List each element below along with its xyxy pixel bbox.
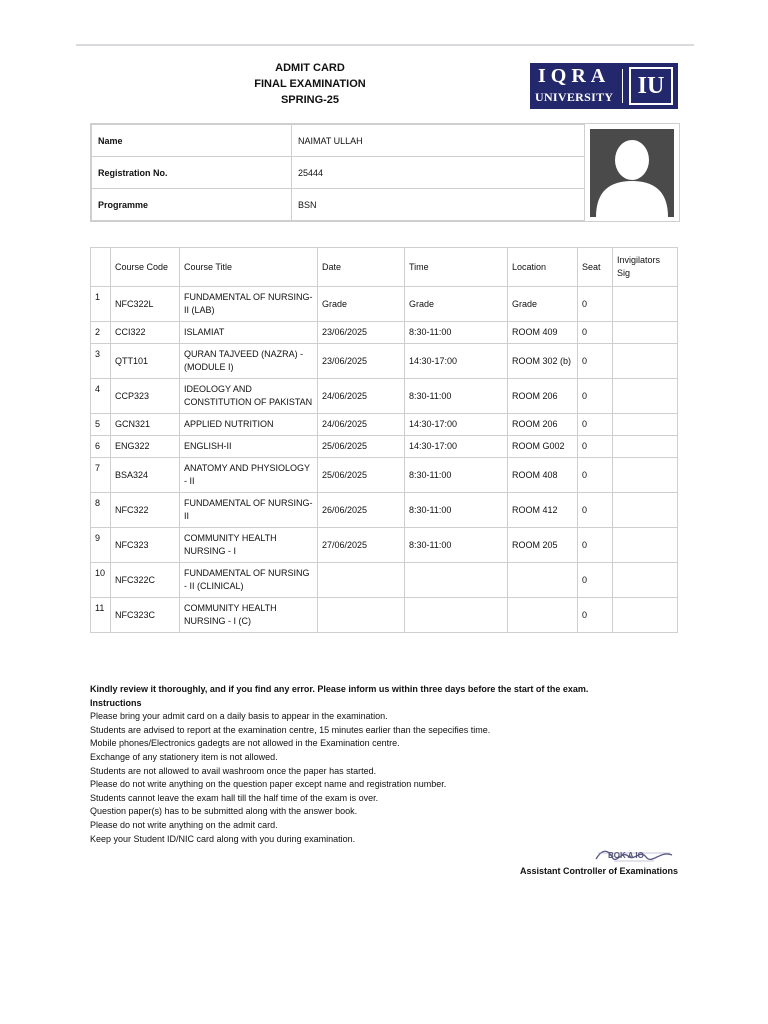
student-info-table — [91, 124, 585, 221]
col-course-code: Course Code — [111, 248, 180, 287]
course-title: FUNDAMENTAL OF NURSING-II (LAB) — [180, 287, 318, 322]
course-serial: 2 — [91, 322, 111, 344]
logo-mark: IU — [629, 67, 673, 105]
course-date: 23/06/2025 — [318, 344, 405, 379]
instruction-item: Keep your Student ID/NIC card along with you during examination. — [90, 833, 356, 844]
course-date: 25/06/2025 — [318, 436, 405, 458]
course-row — [91, 436, 678, 458]
instruction-item: Please bring your admit card on a daily basis to appear in the examination. — [90, 711, 388, 722]
course-invigilator-sig — [613, 414, 678, 436]
col-course-title: Course Title — [180, 248, 318, 287]
admit-card-header — [90, 60, 678, 112]
course-date: 27/06/2025 — [318, 528, 405, 563]
course-date — [318, 563, 405, 598]
course-title: ISLAMIAT — [180, 322, 318, 344]
course-row — [91, 287, 678, 322]
course-seat: 0 — [578, 287, 613, 322]
course-date: 23/06/2025 — [318, 322, 405, 344]
course-code: NFC323C — [111, 598, 180, 633]
instruction-item: Mobile phones/Electronics gadegts are not allowed in the Examination centre. — [90, 738, 400, 749]
course-serial: 4 — [91, 379, 111, 414]
course-location: ROOM 408 — [508, 458, 578, 493]
logo-divider — [622, 69, 623, 103]
course-row — [91, 379, 678, 414]
course-serial: 9 — [91, 528, 111, 563]
course-location: ROOM 412 — [508, 493, 578, 528]
col-serial — [91, 248, 111, 287]
controller-signature-stamp — [594, 847, 674, 863]
course-invigilator-sig — [613, 563, 678, 598]
header-titles — [210, 60, 410, 108]
course-location: ROOM 206 — [508, 414, 578, 436]
instruction-item: Exchange of any stationery item is not allowed. — [90, 751, 278, 762]
course-code: NFC323 — [111, 528, 180, 563]
programme-label: Programme — [92, 189, 292, 221]
course-serial: 7 — [91, 458, 111, 493]
course-code: CCP323 — [111, 379, 180, 414]
course-time: 8:30-11:00 — [405, 322, 508, 344]
course-code: NFC322L — [111, 287, 180, 322]
course-seat: 0 — [578, 493, 613, 528]
course-location: Grade — [508, 287, 578, 322]
course-code: ENG322 — [111, 436, 180, 458]
course-time: 14:30-17:00 — [405, 344, 508, 379]
col-date: Date — [318, 248, 405, 287]
course-title: FUNDAMENTAL OF NURSING - II (CLINICAL) — [180, 563, 318, 598]
course-invigilator-sig — [613, 379, 678, 414]
course-seat: 0 — [578, 344, 613, 379]
course-time: 14:30-17:00 — [405, 436, 508, 458]
course-seat: 0 — [578, 414, 613, 436]
course-row — [91, 458, 678, 493]
col-time: Time — [405, 248, 508, 287]
info-row-registration — [92, 157, 585, 189]
signature-stamp-text: BOK A IO — [608, 851, 644, 860]
course-invigilator-sig — [613, 528, 678, 563]
course-title: ENGLISH-II — [180, 436, 318, 458]
course-seat: 0 — [578, 528, 613, 563]
instructions-heading: Instructions — [90, 697, 142, 708]
course-time — [405, 563, 508, 598]
instruction-item: Students are advised to report at the examination centre, 15 minutes earlier than the sepecifies time. — [90, 724, 491, 735]
instruction-item: Students cannot leave the exam hall till the half time of the exam is over. — [90, 792, 379, 803]
session-title: SPRING-25 — [280, 94, 340, 106]
student-photo — [590, 129, 674, 217]
top-divider — [76, 44, 694, 46]
course-date: Grade — [318, 287, 405, 322]
instruction-item: Please do not write anything on the admit card. — [90, 819, 278, 830]
registration-value: 25444 — [292, 157, 585, 189]
course-row — [91, 598, 678, 633]
course-time: Grade — [405, 287, 508, 322]
course-row — [91, 528, 678, 563]
instruction-item: Please do not write anything on the question paper except name and registration number. — [90, 779, 447, 790]
course-row — [91, 322, 678, 344]
logo-line1: IQRA — [538, 65, 611, 87]
instruction-item: Students are not allowed to avail washroom once the paper has started. — [90, 765, 377, 776]
course-invigilator-sig — [613, 287, 678, 322]
course-date: 24/06/2025 — [318, 414, 405, 436]
course-date — [318, 598, 405, 633]
course-code: BSA324 — [111, 458, 180, 493]
course-location — [508, 598, 578, 633]
notes-section — [90, 683, 678, 846]
course-seat: 0 — [578, 598, 613, 633]
course-invigilator-sig — [613, 436, 678, 458]
controller-title: Assistant Controller of Examinations — [519, 866, 678, 876]
course-title: FUNDAMENTAL OF NURSING-II — [180, 493, 318, 528]
course-time: 8:30-11:00 — [405, 458, 508, 493]
course-seat: 0 — [578, 563, 613, 598]
col-invigilators-sig: Invigilators Sig — [613, 248, 678, 287]
course-seat: 0 — [578, 458, 613, 493]
course-time: 8:30-11:00 — [405, 379, 508, 414]
course-invigilator-sig — [613, 322, 678, 344]
review-warning: Kindly review it thoroughly, and if you find any error. Please inform us within three days before the start of the exam. — [90, 684, 589, 694]
course-location — [508, 563, 578, 598]
course-title: IDEOLOGY AND CONSTITUTION OF PAKISTAN — [180, 379, 318, 414]
course-invigilator-sig — [613, 458, 678, 493]
course-location: ROOM 302 (b) — [508, 344, 578, 379]
col-seat: Seat — [578, 248, 613, 287]
course-serial: 6 — [91, 436, 111, 458]
courses-header-row — [91, 248, 678, 287]
course-invigilator-sig — [613, 598, 678, 633]
course-title: COMMUNITY HEALTH NURSING - I — [180, 528, 318, 563]
course-serial: 3 — [91, 344, 111, 379]
info-row-programme — [92, 189, 585, 221]
course-date: 26/06/2025 — [318, 493, 405, 528]
course-serial: 8 — [91, 493, 111, 528]
name-label: Name — [92, 125, 292, 157]
course-location: ROOM G002 — [508, 436, 578, 458]
course-code: NFC322 — [111, 493, 180, 528]
registration-label: Registration No. — [92, 157, 292, 189]
course-title: COMMUNITY HEALTH NURSING - I (C) — [180, 598, 318, 633]
course-invigilator-sig — [613, 344, 678, 379]
course-location: ROOM 205 — [508, 528, 578, 563]
course-seat: 0 — [578, 379, 613, 414]
logo-line2: UNIVERSITY — [535, 90, 614, 104]
course-time: 8:30-11:00 — [405, 528, 508, 563]
course-code: NFC322C — [111, 563, 180, 598]
course-date: 24/06/2025 — [318, 379, 405, 414]
course-title: QURAN TAJVEED (NAZRA) - (MODULE I) — [180, 344, 318, 379]
course-serial: 11 — [91, 598, 111, 633]
name-value: NAIMAT ULLAH — [292, 125, 585, 157]
course-code: CCI322 — [111, 322, 180, 344]
courses-table — [90, 247, 678, 633]
course-serial: 10 — [91, 563, 111, 598]
course-serial: 5 — [91, 414, 111, 436]
course-time — [405, 598, 508, 633]
course-code: QTT101 — [111, 344, 180, 379]
course-seat: 0 — [578, 436, 613, 458]
course-date: 25/06/2025 — [318, 458, 405, 493]
user-silhouette-icon — [590, 129, 674, 217]
course-row — [91, 414, 678, 436]
course-code: GCN321 — [111, 414, 180, 436]
course-title: ANATOMY AND PHYSIOLOGY - II — [180, 458, 318, 493]
course-location: ROOM 206 — [508, 379, 578, 414]
student-info-panel — [90, 123, 680, 222]
instruction-item: Question paper(s) has to be submitted along with the answer book. — [90, 806, 358, 817]
exam-title: FINAL EXAMINATION — [254, 78, 366, 90]
course-row — [91, 563, 678, 598]
course-seat: 0 — [578, 322, 613, 344]
programme-value: BSN — [292, 189, 585, 221]
course-time: 8:30-11:00 — [405, 493, 508, 528]
course-row — [91, 344, 678, 379]
document-title: ADMIT CARD — [275, 62, 345, 74]
info-row-name — [92, 125, 585, 157]
course-time: 14:30-17:00 — [405, 414, 508, 436]
course-title: APPLIED NUTRITION — [180, 414, 318, 436]
course-row — [91, 493, 678, 528]
course-location: ROOM 409 — [508, 322, 578, 344]
university-logo — [530, 63, 678, 109]
course-invigilator-sig — [613, 493, 678, 528]
col-location: Location — [508, 248, 578, 287]
course-serial: 1 — [91, 287, 111, 322]
